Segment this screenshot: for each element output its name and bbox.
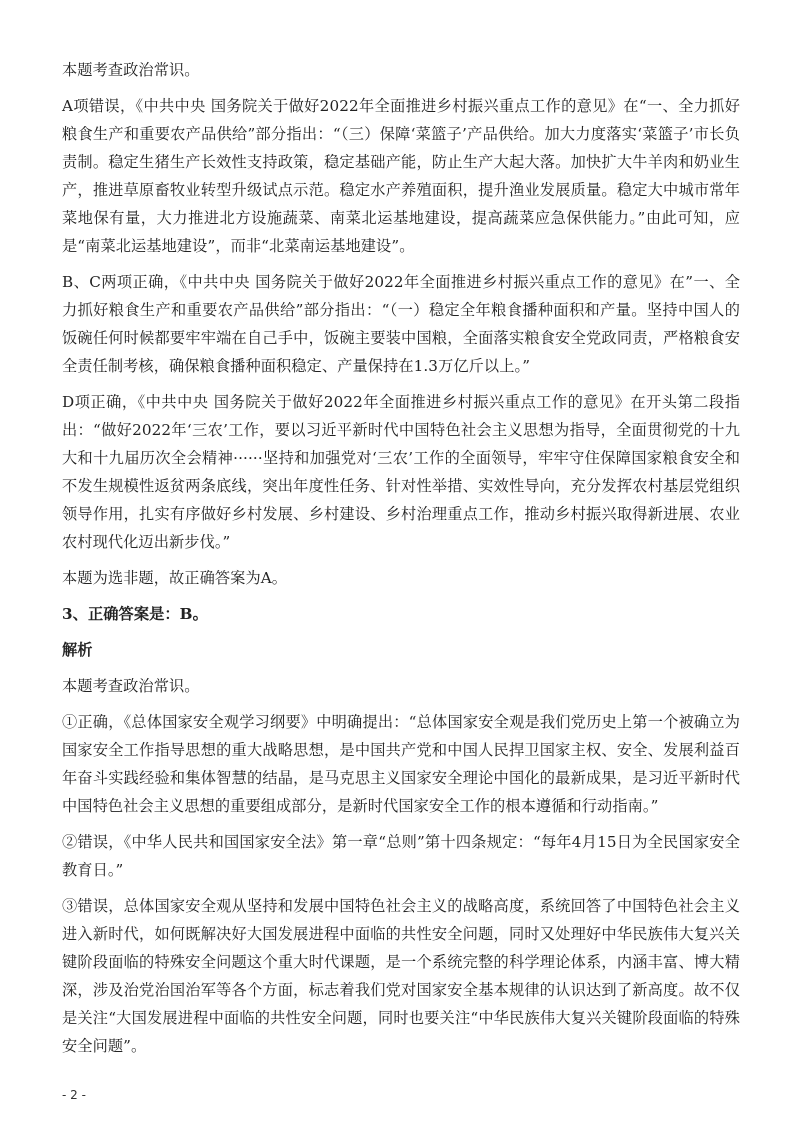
paragraph-item-1: ①正确，《总体国家安全观学习纲要》中明确提出：“总体国家安全观是我们党历史上第一个被确立为国家安全工作指导思想的重大战略思想，是中国共产党和中国人民捍卫国家主权、安全、发展利益百年奋斗实践经验和集体智慧的结晶，是马克思主义国家安全理论中国化的最新成果，是习近平新时代中国特色社会主义思想的重要组成部分，是新时代国家安全工作的根本遵循和行动指南。”	[62, 713, 740, 815]
paragraph-conclusion: 本题为选非题，故正确答案为A。	[62, 569, 288, 587]
paragraph-intro-2: 本题考查政治常识。	[62, 677, 200, 695]
paragraph-intro-1: 本题考查政治常识。	[62, 61, 200, 79]
paragraph-option-d: D项正确，《中共中央 国务院关于做好2022年全面推进乡村振兴重点工作的意见》在开头第二段指出：“做好2022年‘三农’工作，要以习近平新时代中国特色社会主义思想为指导，全面贯彻党的十九大和十九届历次全会精神······坚持和加强党对‘三农’工作的全面领导，牢牢守住保障国家粮食安全和不发生规模性返贫两条底线，突出年度性任务、针对性举措、实效性导向，充分发挥农村基层党组织领导作用，扎实有序做好乡村发展、乡村建设、乡村治理重点工作，推动乡村振兴取得新进展、农业农村现代化迈出新步伐。”	[62, 393, 740, 551]
paragraph-item-3: ③错误，总体国家安全观从坚持和发展中国特色社会主义的战略高度，系统回答了中国特色社会主义进入新时代，如何既解决好大国发展进程中面临的共性安全问题，同时又处理好中华民族伟大复兴关键阶段面临的特殊安全问题这个重大时代课题，是一个系统完整的科学理论体系，内涵丰富、博大精深，涉及治党治国治军等各个方面，标志着我们党对国家安全基本规律的认识达到了新高度。故不仅是关注“大国发展进程中面临的共性安全问题，同时也要关注“中华民族伟大复兴关键阶段面临的特殊安全问题”。	[62, 897, 740, 1055]
page-number: - 2 -	[62, 1088, 86, 1102]
paragraph-option-bc: B、C两项正确，《中共中央 国务院关于做好2022年全面推进乡村振兴重点工作的意见》在”一、全力抓好粮食生产和重要农产品供给”部分指出：“（一）稳定全年粮食播种面积和产量。坚持中国人的饭碗任何时候都要牢牢端在自己手中，饭碗主要装中国粮，全面落实粮食安全党政同责，严格粮食安全责任制考核，确保粮食播种面积稳定、产量保持在1.3万亿斤以上。”	[62, 273, 740, 375]
document-body	[62, 56, 740, 1068]
paragraph-item-2: ②错误，《中华人民共和国国家安全法》第一章“总则”第十四条规定：“每年4月15日为全民国家安全教育日。”	[62, 833, 740, 879]
answer-heading: 3、正确答案是：B。	[62, 605, 208, 623]
analysis-heading: 解析	[62, 641, 93, 659]
paragraph-option-a: A项错误，《中共中央 国务院关于做好2022年全面推进乡村振兴重点工作的意见》在“一、全力抓好粮食生产和重要农产品供给”部分指出：“（三）保障‘菜篮子’产品供给。加大力度落实‘菜篮子’市长负责制。稳定生猪生产长效性支持政策，稳定基础产能，防止生产大起大落。加快扩大牛羊肉和奶业生产，推进草原畜牧业转型升级试点示范。稳定水产养殖面积，提升渔业发展质量。稳定大中城市常年菜地保有量，大力推进北方设施蔬菜、南菜北运基地建设，提高蔬菜应急保供能力。”由此可知，应是“南菜北运基地建设”，而非“北菜南运基地建设”。	[62, 97, 740, 255]
